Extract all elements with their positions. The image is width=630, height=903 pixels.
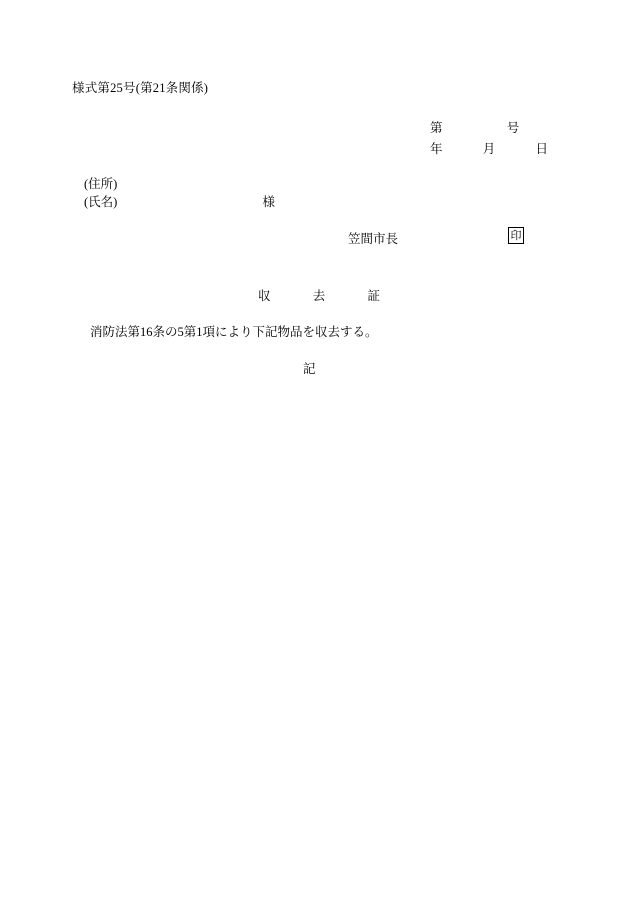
number-label: 第 — [430, 121, 443, 135]
date-day-label: 日 — [535, 142, 549, 156]
number-suffix: 号 — [506, 121, 520, 135]
recipient-honorific: 様 — [262, 195, 275, 209]
recipient-name-label: (氏名) — [84, 195, 118, 209]
heading-char-2: 去 — [312, 289, 326, 303]
recipient-address-label: (住所) — [84, 177, 118, 191]
document-heading — [258, 286, 380, 304]
date-year-label: 年 — [430, 142, 443, 156]
heading-char-1: 収 — [258, 289, 271, 303]
body-paragraph: 消防法第16条の5第1項により下記物品を収去する。 — [90, 325, 378, 339]
seal-icon: 印 — [508, 227, 524, 244]
form-number-title: 様式第25号(第21条関係) — [72, 81, 209, 95]
heading-char-3: 証 — [367, 289, 381, 303]
document-date-line — [430, 139, 548, 157]
recipient-name-line — [84, 192, 275, 210]
document-number-line — [430, 118, 519, 136]
date-month-label: 月 — [482, 142, 496, 156]
issuer-title: 笠間市長 — [348, 232, 399, 246]
ki-section-marker: 記 — [303, 362, 316, 376]
